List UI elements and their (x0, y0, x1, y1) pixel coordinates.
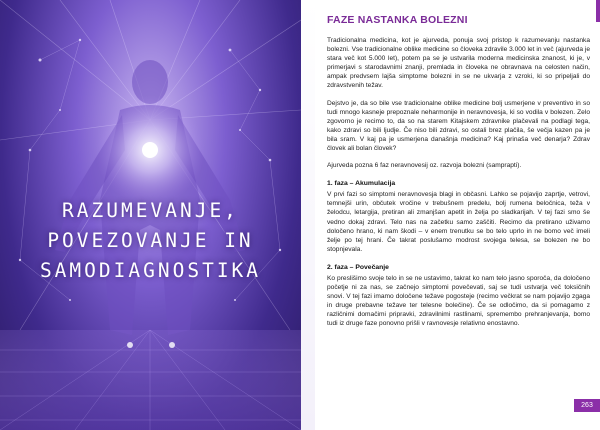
phase-2-heading: 2. faza – Povečanje (327, 263, 389, 271)
phase-1-text: V prvi fazi so simptomi neravnovesja blagi in občasni. Lahko se pojavijo zaprtje, vetrovi, temnejši urin, občutek vročine v trebušnem predelu, bolj rumena beločnica, teža v želodcu, letargija, pretiran ali zmanjšan apetit in želja po sladkarijah. V tej fazi smo še vedno dokaj zdravi. Telo nas na začetku samo zaščiti. Recimo da pretirano uživamo določeno hrano, ki nam škodi – v enem trenutku se bo telo uprlo in ne bomo več imeli želje po tej hrani. Če takrat poslušamo modrost svojega telesa, se bolezen ne bo stopnjevala. (327, 191, 590, 253)
phase-1-heading: 1. faza – Akumulacija (327, 180, 396, 188)
heart-light (142, 142, 158, 158)
cover-title-line-3: SAMODIAGNOSTIKA (39, 259, 262, 282)
accent-bar (596, 0, 600, 22)
foot-light-left (127, 342, 133, 348)
cover-title-line-2: POVEZOVANJE IN (47, 229, 254, 252)
section-heading: FAZE NASTANKA BOLEZNI (327, 14, 468, 26)
paragraph-phases: Ajurveda pozna 6 faz neravnovesij oz. razvoja bolezni (samprapti). (327, 162, 522, 170)
cover-title-line-1: RAZUMEVANJE, (62, 199, 239, 222)
cover-title (0, 196, 301, 286)
paragraph-prevention: Dejstvo je, da so bile vse tradicionalne oblike medicine bolj usmerjene v preventivo in so tudi mnogo kasneje prepoznale neharmonije in neravnovesja, ki so vodila v bolezen. Zelo zgovorno je recimo to, da so na starem Kitajskem zdravnike plačevali na podlagi tega, kako zdravi so bili ljudje. Če niso bili zdravi, so ostali brez plačila, še večja kazen pa je bila sram. V kaj pa je usmerjena današnja medicina? Kaj prinaša več denarja? Zdrav človek ali bolan človek? (327, 99, 590, 153)
phase-2-text: Ko preslišimo svoje telo in se ne ustavimo, takrat ko nam telo jasno sporoča, da določeno početje ni za nas, se začnejo simptomi povečevati, saj se tudi ustvarja več toksičnih snovi. V tej fazi imamo določene težave pogosteje (recimo večkrat se nam pojavijo zgaga in druge prebavne težave ter telesne bolečine). Če se odločimo, da si pomagamo z različnimi domačimi pripravki, zdravilnimi rastlinami, spremembo prehranjevanja, bomo tudi iz druge faze ponovno prišli v ravnovesje relativno enostavno. (327, 274, 590, 328)
text-page (315, 0, 600, 430)
page-number: 263 (574, 399, 600, 412)
foot-light-right (169, 342, 175, 348)
floor-gradient (0, 330, 301, 430)
paragraph-intro: Tradicionalna medicina, kot je ajurveda, ponuja svoj pristop k razumevanju nastanka bolezni. Vse tradicionalne oblike medicine so človeka zdravile 3.000 let in več (ajurveda je stara več kot 5.000 let), potem pa se je ustvarila moderna medicinska znanost, ki je, v primerjavi s starodavnimi znanji, premlada in človeka ne obravnava na celosten način, ampak predvsem lajša simptome bolezni in se ne ukvarja z vzroki, ki so pripeljali do zdravstvenih težav. (327, 37, 590, 90)
page-gutter (301, 0, 315, 430)
